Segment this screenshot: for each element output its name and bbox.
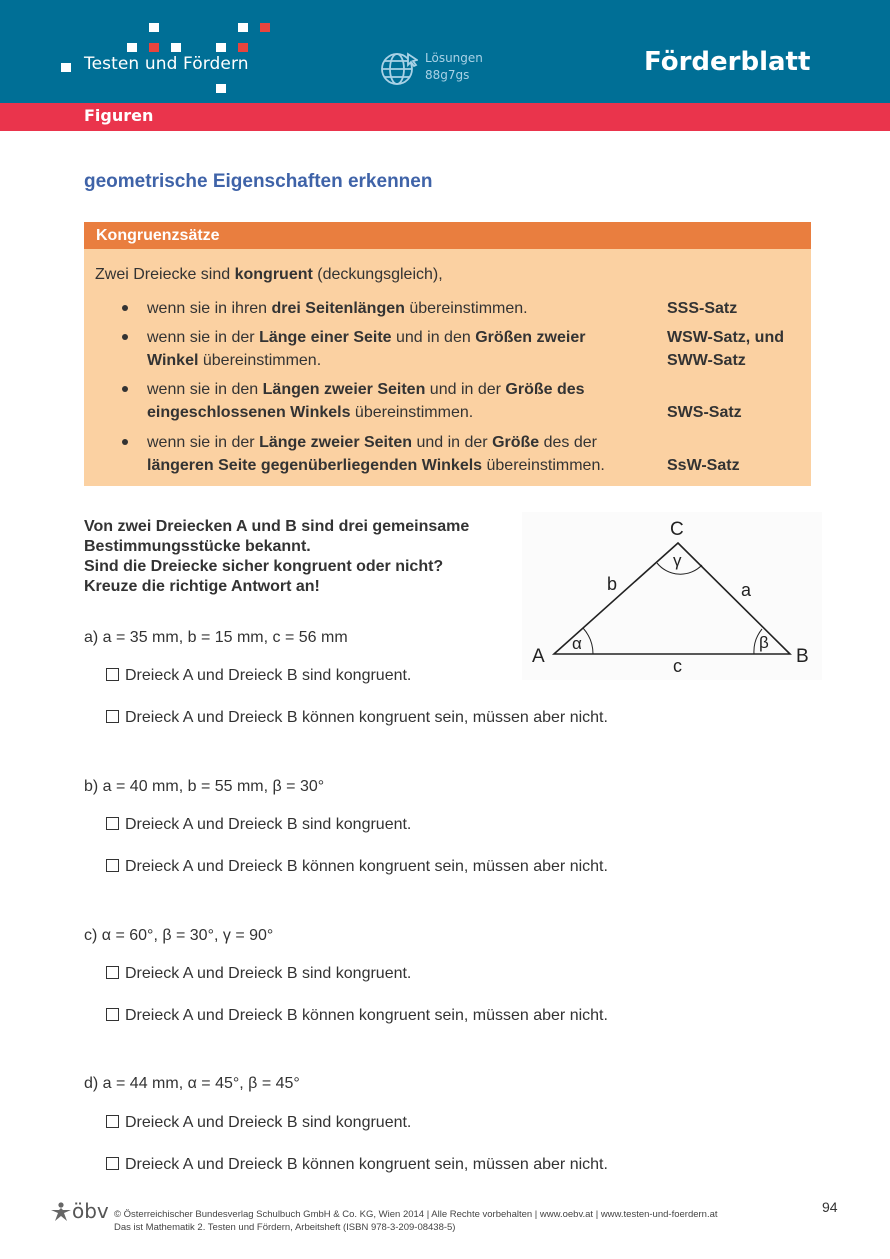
brand-logo-text: Testen und Fördern bbox=[84, 54, 249, 74]
bullet-icon bbox=[121, 305, 129, 313]
checkbox[interactable] bbox=[106, 668, 119, 681]
question-d-option-2[interactable]: Dreieck A und Dreieck B können kongruent sein, müssen aber nicht. bbox=[106, 1156, 608, 1174]
angle-alpha-label: α bbox=[572, 634, 582, 653]
globe-cursor-icon bbox=[380, 50, 418, 88]
question-b-option-2[interactable]: Dreieck A und Dreieck B können kongruent sein, müssen aber nicht. bbox=[106, 858, 608, 876]
vertex-b-label: B bbox=[796, 646, 809, 667]
rule-name: SSS-Satz bbox=[667, 300, 738, 317]
triangle-figure bbox=[522, 512, 822, 680]
page-title: Förderblatt bbox=[644, 47, 811, 77]
rule-name: WSW-Satz, und SWW-Satz bbox=[667, 329, 784, 369]
question-a-option-2[interactable]: Dreieck A und Dreieck B können kongruent sein, müssen aber nicht. bbox=[106, 709, 608, 727]
question-c-option-2[interactable]: Dreieck A und Dreieck B können kongruent sein, müssen aber nicht. bbox=[106, 1007, 608, 1025]
info-box-kongruenzsaetze: Kongruenzsätze Zwei Dreiecke sind kongruent (deckungsgleich), wenn sie in ihren drei Seitenlängen übereinstimmen. SSS-Satz wenn sie in der Länge einer Seite und in den Größen zweier Winkel übereinstimmen. WSW-Satz, und SWW-Satz wenn sie in den Längen zweier Seiten und in der Größe des eingeschlossenen Winkels übereinstimmen. SWS-Satz wenn sie in der Länge zweier Seiten und in der Größe des der längeren Seite gegenüberliegenden Winkels übereinstimmen. SsW-Satz bbox=[84, 222, 811, 486]
bullet-icon bbox=[121, 439, 129, 447]
checkbox[interactable] bbox=[106, 966, 119, 979]
question-b-label: b) a = 40 mm, b = 55 mm, β = 30° bbox=[84, 778, 325, 795]
question-a-option-1[interactable]: Dreieck A und Dreieck B sind kongruent. bbox=[106, 667, 411, 685]
info-box-intro: Zwei Dreiecke sind kongruent (deckungsgleich), bbox=[95, 266, 443, 283]
publisher-logo bbox=[48, 1200, 108, 1224]
header-bar bbox=[0, 0, 890, 104]
checkbox[interactable] bbox=[106, 1008, 119, 1021]
question-d-label: d) a = 44 mm, α = 45°, β = 45° bbox=[84, 1075, 300, 1092]
question-c-option-1[interactable]: Dreieck A und Dreieck B sind kongruent. bbox=[106, 965, 411, 983]
info-box-title: Kongruenzsätze bbox=[84, 222, 811, 249]
vertex-a-label: A bbox=[532, 646, 545, 667]
checkbox[interactable] bbox=[106, 1115, 119, 1128]
side-a-label: a bbox=[741, 580, 752, 600]
solutions-link[interactable] bbox=[425, 50, 483, 84]
question-a-label: a) a = 35 mm, b = 15 mm, c = 56 mm bbox=[84, 629, 348, 646]
question-c-label: c) α = 60°, β = 30°, γ = 90° bbox=[84, 927, 274, 944]
section-title: Figuren bbox=[84, 106, 154, 125]
bullet-icon bbox=[121, 386, 129, 394]
page-number: 94 bbox=[822, 1199, 838, 1215]
triangle-diagram bbox=[522, 512, 822, 680]
solutions-label: Lösungen bbox=[425, 51, 483, 65]
person-star-icon bbox=[50, 1202, 72, 1222]
question-d-option-1[interactable]: Dreieck A und Dreieck B sind kongruent. bbox=[106, 1114, 411, 1132]
topic-heading: geometrische Eigenschaften erkennen bbox=[84, 171, 433, 192]
rule-name: SsW-Satz bbox=[667, 457, 740, 474]
rule-name: SWS-Satz bbox=[667, 404, 742, 421]
question-b-option-1[interactable]: Dreieck A und Dreieck B sind kongruent. bbox=[106, 816, 411, 834]
checkbox[interactable] bbox=[106, 1157, 119, 1170]
task-instructions: Von zwei Dreiecken A und B sind drei gemeinsame Bestimmungsstücke bekannt. Sind die Dreiecke sicher kongruent oder nicht? Kreuze die richtige Antwort an! bbox=[84, 518, 470, 595]
bullet-icon bbox=[121, 334, 129, 342]
checkbox[interactable] bbox=[106, 859, 119, 872]
vertex-c-label: C bbox=[670, 519, 684, 540]
publisher-name: öbv bbox=[72, 1199, 109, 1223]
angle-gamma-label: γ bbox=[673, 551, 682, 570]
checkbox[interactable] bbox=[106, 710, 119, 723]
checkbox[interactable] bbox=[106, 817, 119, 830]
angle-beta-label: β bbox=[759, 633, 769, 652]
side-b-label: b bbox=[607, 574, 618, 594]
footer-copyright: © Österreichischer Bundesverlag Schulbuch GmbH & Co. KG, Wien 2014 | Alle Rechte vorbehalten | www.oebv.at | www.testen-und-foerdern.at Das ist Mathematik 2. Testen und Fördern, Arbeitsheft (ISBN 978-3-209-08438-5) bbox=[114, 1209, 718, 1233]
solutions-code: 88g7gs bbox=[425, 68, 470, 82]
side-c-label: c bbox=[673, 656, 682, 676]
